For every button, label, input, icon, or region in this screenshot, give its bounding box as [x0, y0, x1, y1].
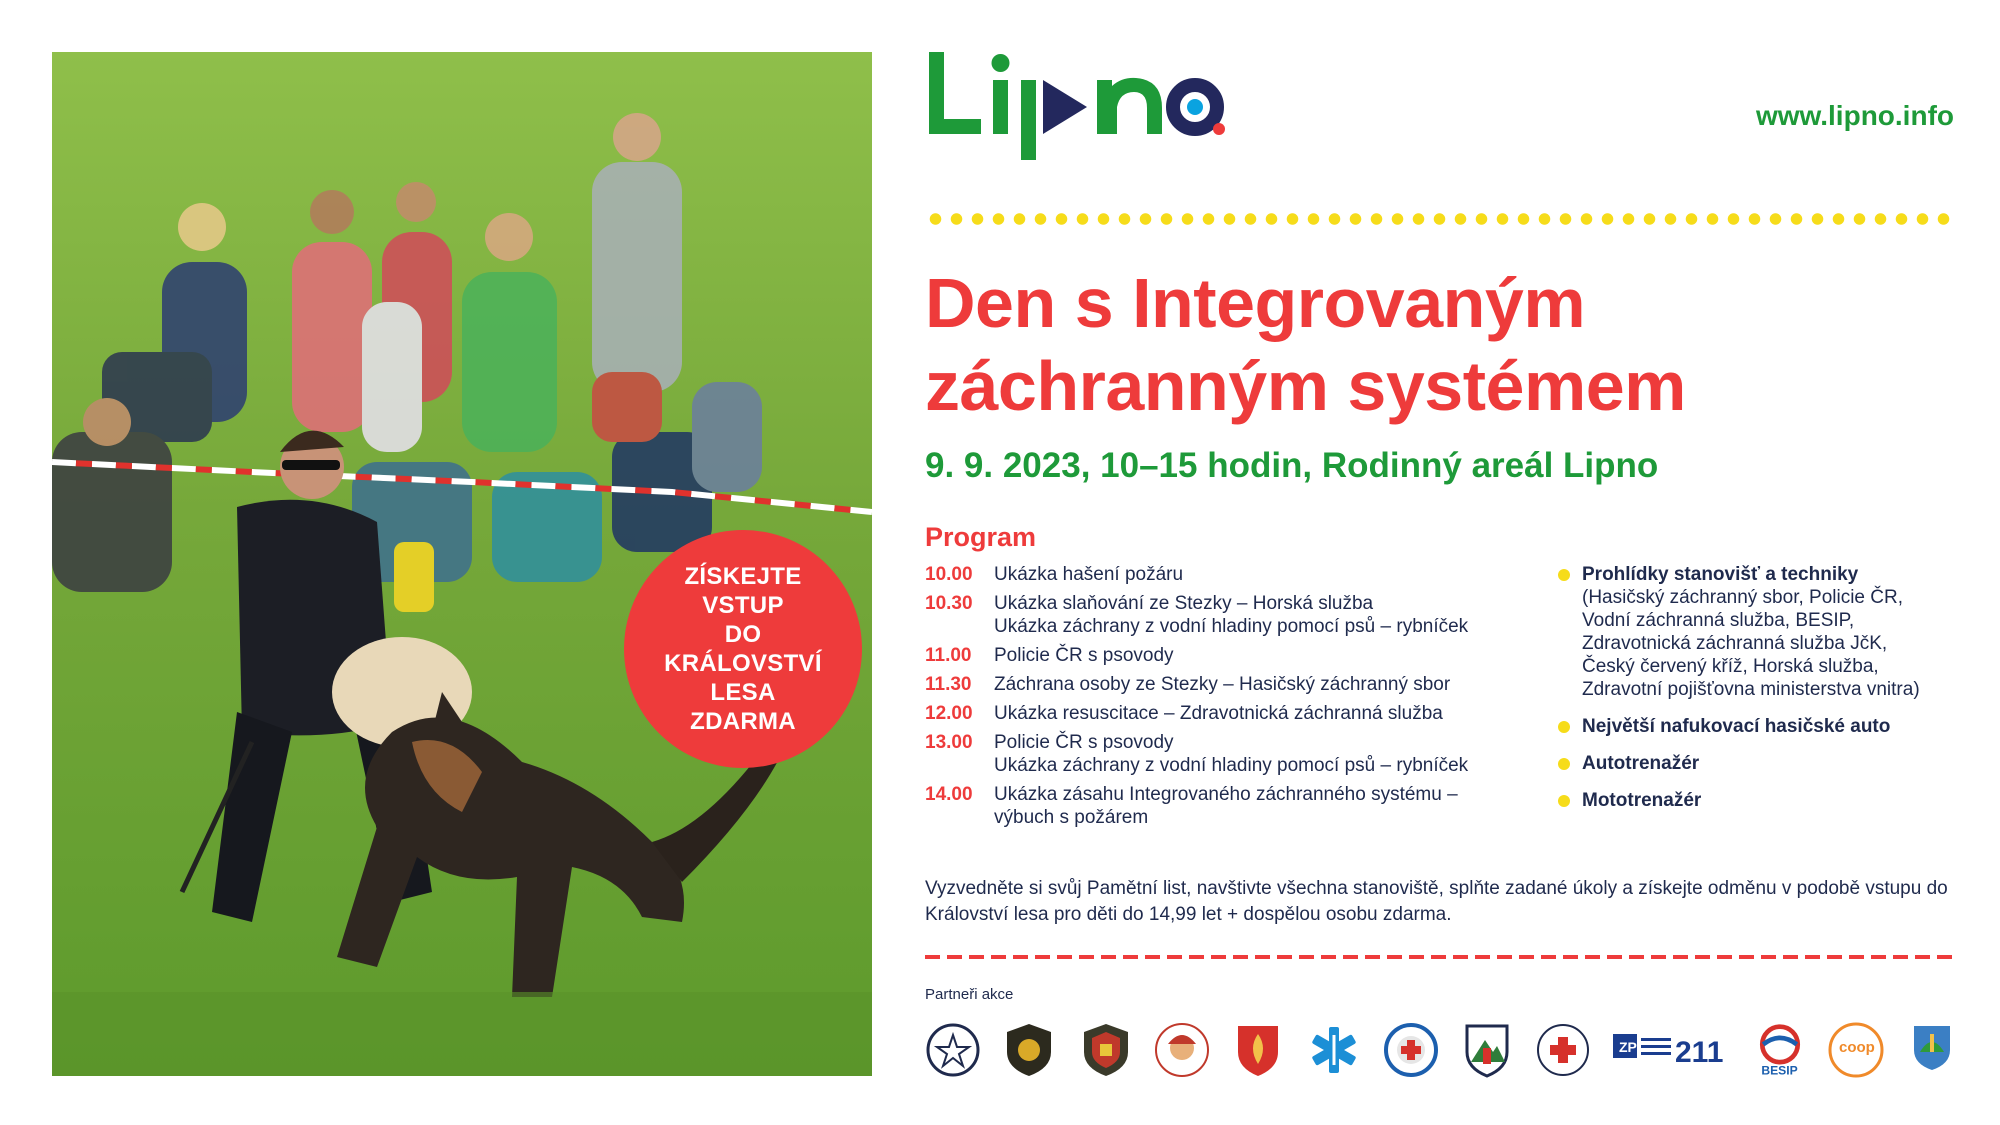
fire-brigade-shield-logo	[1230, 1022, 1286, 1078]
zpmv-211-logo	[1611, 1022, 1731, 1078]
bullet-dot-icon	[1558, 569, 1570, 581]
page-title	[925, 262, 1686, 428]
feature-item	[1558, 715, 1958, 738]
schedule-time: 10.30	[925, 593, 973, 614]
badge-text: ZÍSKEJTE VSTUP DO KRÁLOVSTVÍ LESA ZDARMA	[664, 563, 822, 735]
schedule-line: Ukázka záchrany z vodní hladiny pomocí psů – rybníček	[994, 616, 1469, 637]
schedule-text	[994, 673, 1485, 696]
schedule-row	[925, 644, 1485, 667]
svg-text:BESIP: BESIP	[1760, 1063, 1798, 1078]
title-line-1: Den s Integrovaným	[925, 264, 1586, 342]
schedule-time: 11.00	[925, 645, 972, 666]
partners-label: Partneři akce	[925, 986, 1014, 1003]
feature-description: (Hasičský záchranný sbor, Policie ČR, Vodní záchranná služba, BESIP, Zdravotnická záchranná služba JčK, Český červený kříž, Horská služba, Zdravotní pojišťovna ministerstva vnitra)	[1582, 587, 1920, 700]
schedule-text	[994, 592, 1485, 638]
schedule-text	[994, 731, 1485, 777]
schedule-line: Ukázka záchrany z vodní hladiny pomocí psů – rybníček	[994, 755, 1469, 776]
dashed-divider	[925, 955, 1955, 959]
svg-text:ZP: ZP	[1619, 1039, 1638, 1055]
schedule-line: Policie ČR s psovody	[994, 645, 1174, 666]
mountain-rescue-logo	[1459, 1022, 1515, 1078]
firefighters-shield-logo	[1078, 1022, 1134, 1078]
bullet-dot-icon	[1558, 795, 1570, 807]
obec-lipno-logo	[1904, 1022, 1960, 1078]
schedule-row	[925, 592, 1485, 638]
feature-title: Autotrenažér	[1582, 753, 1700, 774]
event-date-location: 9. 9. 2023, 10–15 hodin, Rodinný areál Lipno	[925, 446, 1659, 485]
schedule-time: 11.30	[925, 674, 972, 695]
feature-item	[1558, 752, 1958, 775]
website-link[interactable]: www.lipno.info	[1755, 100, 1954, 131]
schedule-row	[925, 731, 1485, 777]
schedule-text	[994, 702, 1485, 725]
bullet-dot-icon	[1558, 721, 1570, 733]
feature-item	[1558, 789, 1958, 812]
feature-title: Největší nafukovací hasičské auto	[1582, 716, 1891, 737]
reward-note: Vyzvedněte si svůj Pamětní list, navštivte všechna stanoviště, splňte zadané úkoly a získejte odměnu v podobě vstupu do Království lesa pro děti do 14,99 let + dospělou osobu zdarma.	[925, 878, 1948, 925]
schedule-row	[925, 702, 1485, 725]
schedule-line: Ukázka resuscitace – Zdravotnická záchranná služba	[994, 703, 1443, 724]
schedule-row	[925, 563, 1485, 586]
coop-logo	[1828, 1022, 1884, 1078]
schedule-line: Ukázka hašení požáru	[994, 564, 1184, 585]
schedule-text	[994, 563, 1485, 586]
schedule-time: 14.00	[925, 784, 973, 805]
schedule-line: Ukázka zásahu Integrovaného záchranného systému –	[994, 784, 1458, 805]
schedule-time: 13.00	[925, 732, 973, 753]
lipno-logo	[925, 46, 1225, 161]
schedule-line: Ukázka slaňování ze Stezky – Horská služba	[994, 593, 1374, 614]
feature-item	[1558, 563, 1958, 701]
schedule-time: 12.00	[925, 703, 973, 724]
svg-text:211: 211	[1675, 1036, 1724, 1069]
event-photo	[52, 52, 872, 1076]
schedule-line: výbuch s požárem	[994, 807, 1149, 828]
red-cross-logo	[1535, 1022, 1591, 1078]
program-schedule	[925, 563, 1485, 835]
svg-text:coop: coop	[1838, 1039, 1875, 1056]
feature-title: Prohlídky stanovišť a techniky	[1582, 564, 1859, 585]
schedule-text	[994, 644, 1485, 667]
star-of-life-logo	[1306, 1022, 1362, 1078]
firefighters-badge-logo	[1001, 1022, 1057, 1078]
schedule-time: 10.00	[925, 564, 973, 585]
title-line-2: záchranným systémem	[925, 347, 1686, 425]
fire-fund-mascot-logo	[1154, 1022, 1210, 1078]
schedule-row	[925, 673, 1485, 696]
police-cr-logo	[925, 1022, 981, 1078]
dotted-divider	[925, 210, 1955, 228]
program-heading: Program	[925, 522, 1037, 552]
feature-title: Mototrenažér	[1582, 790, 1702, 811]
schedule-line: Policie ČR s psovody	[994, 732, 1174, 753]
schedule-row	[925, 783, 1485, 829]
water-rescue-logo	[1383, 1022, 1439, 1078]
partner-logos	[925, 1020, 1960, 1080]
bullet-dot-icon	[1558, 758, 1570, 770]
schedule-text	[994, 783, 1485, 829]
feature-list	[1558, 563, 1958, 826]
besip-logo	[1752, 1022, 1808, 1078]
lipno-logo-graphic	[925, 46, 1225, 161]
free-entry-badge	[624, 530, 862, 768]
schedule-line: Záchrana osoby ze Stezky – Hasičský záchranný sbor	[994, 674, 1451, 695]
